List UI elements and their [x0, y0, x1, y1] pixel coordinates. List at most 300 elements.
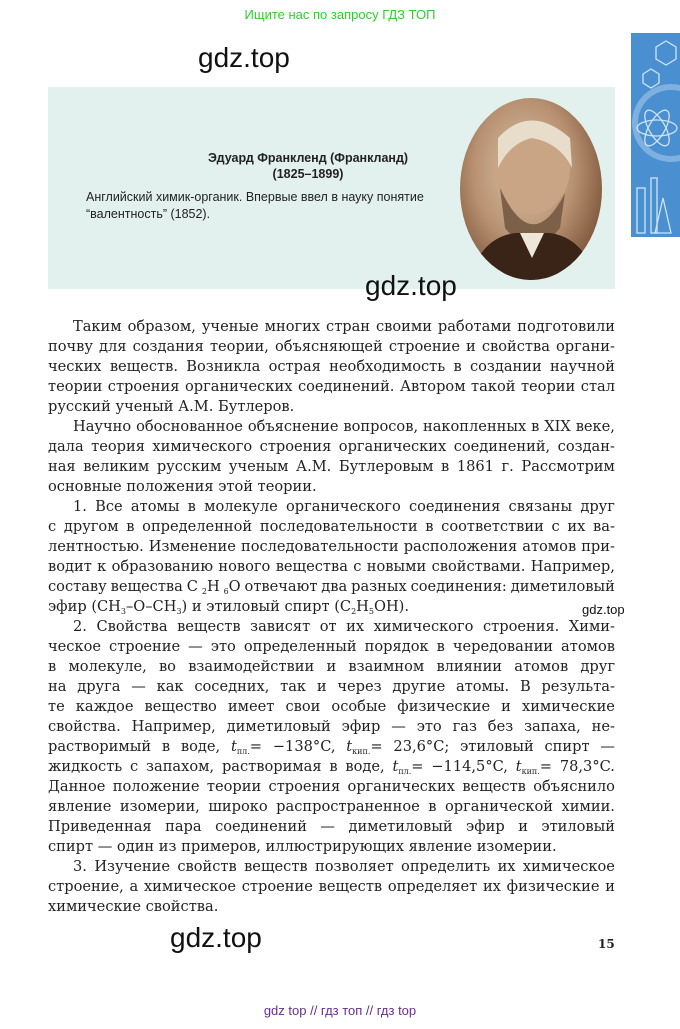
word: молекуле, [68, 658, 147, 675]
word: Бутлеровым [338, 458, 434, 475]
word: соединений. [297, 378, 395, 395]
watermark: gdz.top [582, 602, 625, 617]
word-group [48, 797, 111, 817]
word: в [436, 638, 445, 655]
word: Все [95, 498, 123, 515]
word: примеров, [181, 838, 266, 855]
word: иллюстрирующих [265, 838, 409, 855]
word-group [392, 677, 445, 697]
word-group [131, 677, 146, 697]
subscript: пл. [398, 767, 412, 776]
word: явление [48, 798, 112, 815]
word: воде, [180, 738, 221, 755]
text-line [48, 337, 615, 357]
word: их [567, 518, 586, 535]
word-group [181, 737, 220, 757]
word: свойства. [48, 718, 121, 735]
word-group [317, 677, 327, 697]
word-group [207, 777, 261, 797]
word-group [441, 457, 449, 477]
word-group [131, 497, 180, 517]
word-group [521, 457, 615, 477]
word: соседних, [194, 678, 270, 695]
word: другие [392, 678, 446, 695]
word-group [48, 897, 146, 917]
word: XIX [544, 418, 571, 435]
word-group [498, 857, 516, 877]
word: накопленных [422, 418, 527, 435]
word: результа- [541, 678, 615, 695]
word: взаимодействии [188, 658, 315, 675]
word: эфир [341, 718, 381, 735]
word-group [149, 537, 236, 557]
word-group [541, 677, 614, 697]
word-group [320, 617, 337, 637]
word: а [129, 878, 139, 895]
word: — [188, 638, 203, 655]
word: Хими- [568, 618, 615, 635]
word: не- [591, 718, 615, 735]
text-line [48, 417, 615, 437]
word: с [48, 518, 57, 535]
word-group [48, 437, 84, 457]
word: строения. [483, 618, 560, 635]
word-group [113, 777, 200, 797]
word: этой [218, 478, 258, 495]
word-group [460, 737, 534, 757]
word-group [73, 497, 87, 517]
word-group [152, 437, 252, 457]
word: 3. [73, 858, 87, 875]
word: так [280, 678, 307, 695]
word-group [423, 417, 526, 437]
word-group [48, 377, 102, 397]
word: эфир [466, 818, 505, 835]
word-group [523, 857, 615, 877]
word: Например, [530, 558, 615, 575]
word: в [48, 658, 57, 675]
word: — [131, 678, 146, 695]
word-group [244, 637, 357, 657]
chemistry-decor-sidebar [631, 33, 680, 237]
word: −114,5°C, [431, 758, 508, 775]
word: и [501, 698, 511, 715]
word: химические [521, 698, 615, 715]
text-line [48, 317, 615, 337]
word: с [130, 758, 139, 775]
word-group [48, 677, 66, 697]
word: теории [520, 378, 576, 395]
text-line [48, 837, 615, 857]
word-group [437, 637, 445, 657]
word: и [605, 878, 615, 895]
word-group [483, 617, 559, 637]
word: друга [77, 678, 121, 695]
word: этиловый [460, 738, 534, 755]
word: и [466, 338, 476, 355]
text-line [48, 477, 615, 497]
word: в [428, 798, 437, 815]
word-group [516, 757, 552, 777]
word: обоснованное [136, 418, 243, 435]
word: химические [48, 898, 146, 915]
word: такой [471, 378, 516, 395]
word-group [211, 637, 236, 657]
word-group [376, 317, 432, 337]
word-group [522, 537, 576, 557]
word-group [353, 557, 361, 577]
word: H [356, 598, 369, 615]
word-group [345, 757, 384, 777]
word-group [432, 557, 526, 577]
word: физические [397, 698, 491, 715]
word: и [316, 678, 327, 695]
word-group [431, 757, 508, 777]
word-group [202, 577, 220, 597]
word: Возникла [186, 358, 261, 375]
word-group [466, 817, 505, 837]
word-group [177, 857, 236, 877]
word-group [275, 337, 383, 357]
subscript: 2 [351, 607, 357, 616]
word: 1. [73, 498, 87, 515]
word: чередовании [452, 638, 554, 655]
word-group [531, 417, 539, 437]
word: новыми [366, 558, 427, 575]
word-group [48, 837, 98, 857]
word-group [130, 757, 138, 777]
word-group [48, 697, 65, 717]
word-group [339, 457, 434, 477]
subscript: кип. [352, 747, 371, 756]
word-group [48, 537, 144, 557]
word-group [315, 857, 394, 877]
word: растворимый [48, 738, 152, 755]
word-group [68, 657, 146, 677]
word-group [351, 577, 407, 597]
word-group [48, 457, 76, 477]
footer-links[interactable]: gdz top // гдз топ // гдз top [263, 1003, 417, 1018]
word: вещества [110, 578, 183, 595]
word-group [218, 557, 270, 577]
word-group [276, 557, 348, 577]
text-line [48, 877, 615, 897]
word-group [77, 677, 120, 697]
word: образом, [127, 318, 196, 335]
word: изомерии, [119, 798, 200, 815]
word: органической [445, 798, 554, 815]
word-group [117, 837, 159, 857]
word: с [551, 518, 560, 535]
word: Рассмотрим [521, 458, 615, 475]
word-group [457, 457, 494, 477]
word-group [136, 417, 243, 437]
word: Научно [73, 418, 132, 435]
word: спирт [284, 598, 335, 615]
word: газ [452, 718, 477, 735]
text-line [48, 577, 615, 597]
word-group [517, 317, 615, 337]
word: русским [156, 458, 222, 475]
watermark: gdz.top [170, 922, 262, 953]
word-group [269, 777, 341, 797]
word-group [511, 577, 615, 597]
word: теории [206, 778, 262, 795]
word-group [178, 397, 218, 417]
word-group [521, 377, 575, 397]
word-group [242, 877, 313, 897]
word-group [276, 797, 420, 817]
word: молекуле [204, 498, 278, 515]
watermark: gdz.top [198, 42, 290, 73]
word-group [260, 437, 332, 457]
word-group [477, 837, 557, 857]
word-group [162, 737, 170, 757]
word-group [48, 817, 152, 837]
word: отвечают [244, 578, 318, 595]
word: спирт [544, 738, 590, 755]
word: ученым [228, 458, 289, 475]
word: определить [401, 858, 491, 875]
word: распространенное [276, 798, 420, 815]
word-group [188, 637, 203, 657]
word: строения [268, 778, 341, 795]
word: запахом, [146, 758, 215, 775]
word: Изучение [94, 858, 170, 875]
text-line [48, 377, 615, 397]
word-group [321, 577, 347, 597]
word-group [128, 317, 196, 337]
word: химическое [522, 858, 615, 875]
variable: t [515, 758, 522, 775]
word-group [339, 437, 446, 457]
word-group [48, 657, 56, 677]
word: объяснило [533, 778, 615, 795]
word-group [569, 617, 615, 637]
word-group [466, 337, 476, 357]
text-line [48, 597, 615, 617]
word-group [229, 457, 289, 477]
word: (C [334, 598, 352, 615]
word: друг [580, 498, 615, 515]
word-group [441, 517, 544, 537]
word-group [401, 857, 490, 877]
word: ученые [201, 318, 259, 335]
word: строение [241, 878, 313, 895]
word: через [337, 678, 382, 695]
word: этиловый [206, 598, 285, 615]
text-line [48, 517, 615, 537]
subscript: пл. [236, 747, 250, 756]
word: научной [550, 358, 615, 375]
word: к [97, 558, 107, 575]
word-group [531, 557, 615, 577]
word: = [370, 738, 383, 755]
text-line [48, 357, 615, 377]
word: эфир [48, 598, 92, 615]
word-group [409, 837, 477, 857]
subscript: 6 [223, 587, 229, 596]
word-group [273, 737, 336, 757]
word: их [497, 858, 516, 875]
word-group [425, 517, 433, 537]
word: соединения: [410, 578, 507, 595]
word-group [296, 457, 331, 477]
word-group [142, 517, 252, 537]
word-group [126, 477, 218, 497]
word: органи- [556, 338, 615, 355]
word-group [558, 437, 615, 457]
word-group [265, 317, 320, 337]
word-group [108, 377, 180, 397]
word: своими [375, 318, 432, 335]
word-group [331, 697, 386, 717]
watermark: gdz.top [365, 270, 457, 301]
word: C [186, 578, 198, 595]
word: химического [152, 438, 253, 455]
word: воде, [345, 758, 385, 775]
word-group [245, 577, 318, 597]
word: пара [165, 818, 202, 835]
word: 23,6°C; [393, 738, 450, 755]
word-group [389, 337, 460, 357]
word-group [544, 737, 589, 757]
word: положение [112, 778, 200, 795]
word: OH). [373, 598, 410, 615]
word: имеет [227, 698, 275, 715]
bio-name: Эдуард Франкленд (Франкланд) [207, 151, 409, 165]
word: как [156, 678, 184, 695]
word-group [186, 357, 260, 377]
word-group [187, 577, 198, 597]
main-text [48, 317, 615, 917]
text-line [48, 437, 615, 457]
word: г. [501, 458, 514, 475]
word-group [374, 617, 474, 637]
word-group [48, 337, 93, 357]
word: — [600, 738, 615, 755]
word: Автором [399, 378, 466, 395]
word: соответствии [441, 518, 544, 535]
word-group [524, 717, 581, 737]
word: теория [91, 438, 145, 455]
word: веществ. [109, 358, 178, 375]
word-group [556, 337, 615, 357]
word: атомов [561, 638, 615, 655]
word: = [249, 738, 263, 755]
word-group [550, 357, 615, 377]
word-group [177, 617, 241, 637]
word-group [404, 537, 518, 557]
word: Таким [73, 318, 122, 335]
word-group [391, 717, 406, 737]
word: и [518, 818, 528, 835]
word-group [48, 877, 124, 897]
word-group [48, 357, 102, 377]
word-group [48, 737, 151, 757]
word-group [285, 697, 320, 717]
word: основные [48, 478, 127, 495]
word: вещества [275, 558, 348, 575]
word-group [462, 777, 526, 797]
word-group [567, 517, 585, 537]
word-group [580, 497, 615, 517]
word: Приведенная [48, 818, 152, 835]
word: веке, [575, 418, 615, 435]
word-group [260, 517, 418, 537]
word: свойствами. [431, 558, 526, 575]
word-group [600, 737, 615, 757]
word-group [96, 617, 167, 637]
search-hint-link[interactable]: Ищите нас по запросу ГДЗ ТОП [244, 7, 436, 22]
word-group [334, 597, 409, 617]
text-line [48, 397, 615, 417]
word-group [319, 877, 383, 897]
word-group [91, 597, 192, 617]
word: диметиловый [510, 578, 615, 595]
word-group [388, 877, 477, 897]
text-line [48, 637, 615, 657]
word-group [581, 377, 615, 397]
word: необходимость [329, 358, 446, 375]
word: теории. [257, 478, 317, 495]
word: Бутлеров. [218, 398, 295, 415]
word: и [326, 658, 337, 675]
text-line [48, 717, 615, 737]
word: запаха, [524, 718, 581, 735]
text-line [48, 697, 615, 717]
word: без [487, 718, 514, 735]
word: вопросов, [343, 418, 419, 435]
word-group [320, 817, 335, 837]
page-number: 15 [598, 937, 615, 951]
bio-years: (1825–1899) [272, 167, 344, 181]
word-group [228, 697, 274, 717]
word-group [409, 497, 500, 517]
word-group [346, 617, 364, 637]
word: от [319, 618, 337, 635]
word-group [208, 797, 267, 817]
word-group [400, 377, 466, 397]
word: создания [132, 338, 204, 355]
text-line [48, 797, 615, 817]
word: великим [83, 458, 150, 475]
word-group [250, 617, 310, 637]
word: свойства [481, 338, 550, 355]
word: А.М. [296, 458, 332, 475]
word: их [346, 618, 365, 635]
word-group [428, 797, 436, 817]
word: органических [338, 438, 447, 455]
word: веществ [177, 618, 241, 635]
text-line [48, 817, 615, 837]
word: ва- [593, 518, 615, 535]
word: 78,3°C. [559, 758, 615, 775]
word: теории, [209, 338, 269, 355]
word: с [353, 558, 362, 575]
word: определяет [387, 878, 478, 895]
word: явление [408, 838, 477, 855]
word: для [99, 338, 127, 355]
word-group [133, 337, 204, 357]
word-group [581, 537, 615, 557]
word-group [520, 677, 531, 697]
word-group [471, 377, 515, 397]
word: разных [351, 578, 407, 595]
word-group [562, 797, 615, 817]
word: последовательности [240, 538, 399, 555]
word-group [215, 817, 307, 837]
